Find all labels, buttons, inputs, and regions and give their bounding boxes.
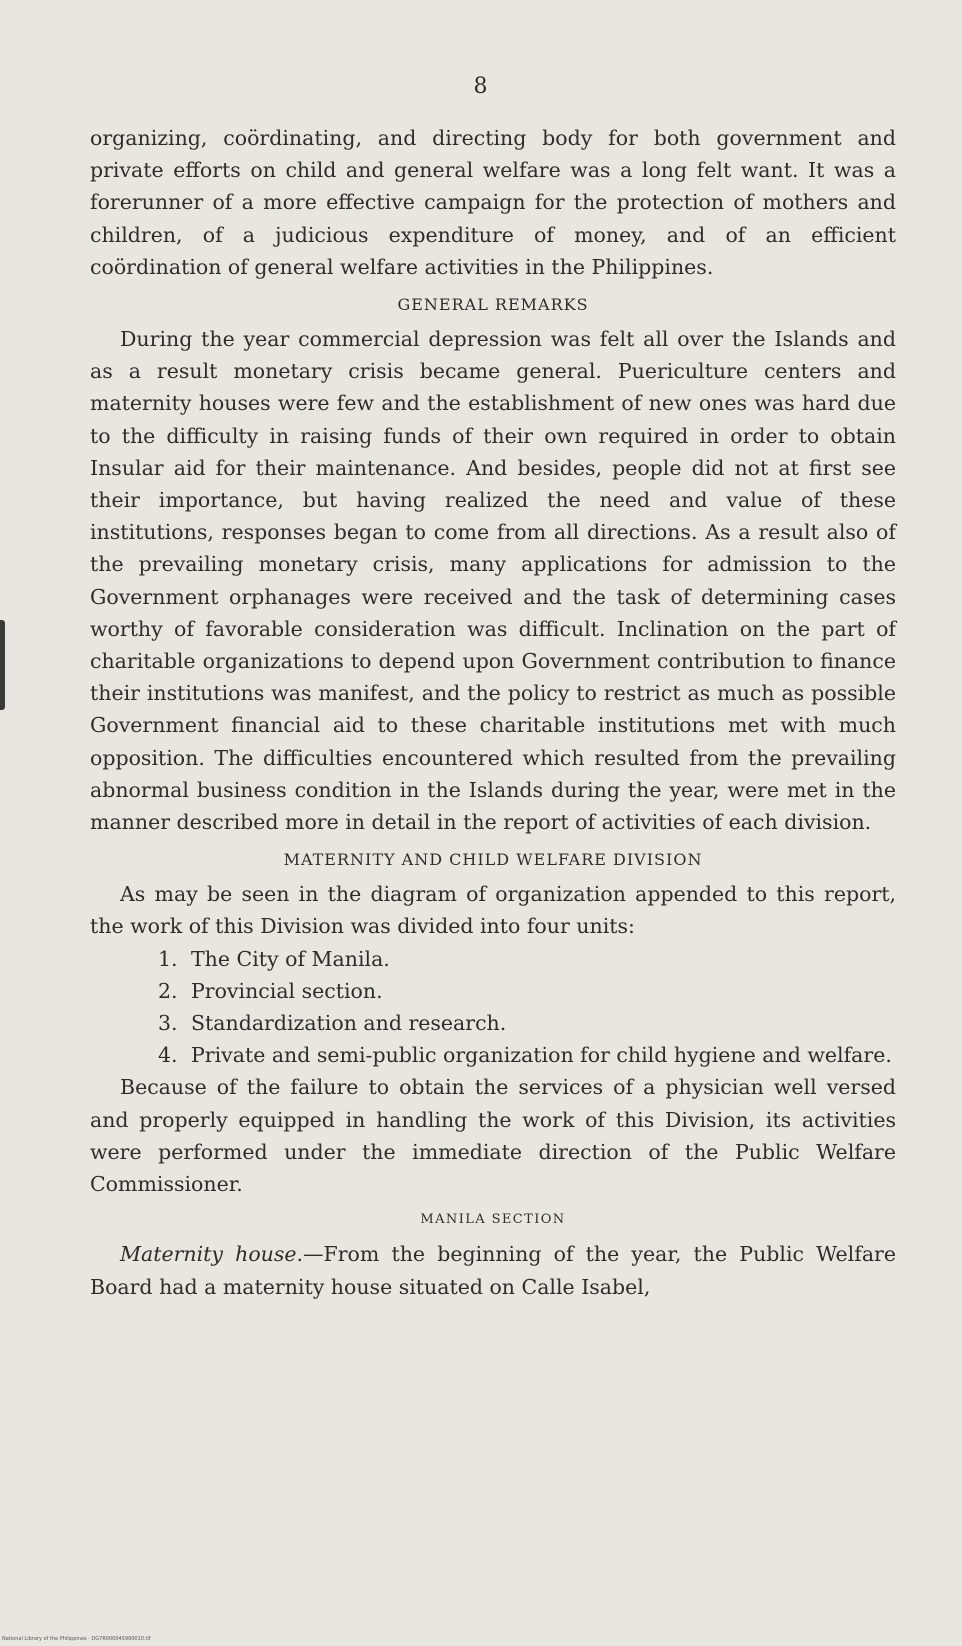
scan-edge-mark: [0, 620, 5, 710]
scan-footer: National Library of the Philippines · DG7R000045990010.tif: [2, 1636, 151, 1642]
list-item-number: 2.: [158, 978, 178, 1003]
heading-maternity-division: MATERNITY AND CHILD WELFARE DIVISION: [283, 850, 703, 870]
maternity-house-runin: Maternity house.: [120, 1242, 304, 1267]
units-list: [90, 943, 896, 1072]
paragraph-general-remarks: During the year commercial depression was felt all over the Islands and as a result monetary crisis became general. Puericulture centers and maternity houses were few and the establishment of new ones was hard due to the difficulty in raising funds of their own required in order to obtain Insular aid for their maintenance. And besides, people did not at first see their importance, but having realized the need and value of these institutions, responses began to come from all directions. As a result also of the prevailing monetary crisis, many applications for admission to the Government orphanages were received and the task of determining cases worthy of favorable consideration was difficult. Inclination on the part of charitable organizations to depend upon Government contribution to finance their institutions was manifest, and the policy to restrict as much as possible Government financial aid to these charitable institutions met with much opposition. The difficulties encountered which resulted from the prevailing abnormal business condition in the Islands during the year, were met in the manner described more in detail in the report of activities of each division.: [90, 327, 896, 835]
list-item-number: 4.: [158, 1043, 178, 1068]
list-item: [158, 943, 896, 975]
heading-manila-section: MANILA SECTION: [420, 1212, 566, 1228]
paragraph-failure: Because of the failure to obtain the services of a physician well versed and properly equipped in handling the work of this Division, its activities were performed under the immediate direction of the Public Welfare Commissioner.: [90, 1075, 896, 1197]
list-item: [158, 1039, 896, 1071]
list-item-number: 3.: [158, 1011, 178, 1036]
list-item: [158, 975, 896, 1007]
paragraph-intro: organizing, coördinating, and directing body for both government and private efforts on child and general welfare was a long felt want. It was a forerunner of a more effective campaign for the protection of mothers and children, of a judicious expenditure of money, and of an efficient coördination of general welfare activities in the Philippines.: [90, 126, 896, 279]
maternity-house-text: —From the beginning of the year, the Public Welfare Board had a maternity house situated on Calle Isabel,: [90, 1242, 896, 1299]
heading-general-remarks: GENERAL REMARKS: [397, 295, 589, 315]
paragraph-division-units: As may be seen in the diagram of organization appended to this report, the work of this Division was divided into four units:: [90, 882, 896, 939]
list-item-number: 1.: [158, 946, 178, 971]
list-item-text: Standardization and research.: [191, 1011, 507, 1036]
list-item-text: The City of Manila.: [191, 946, 390, 971]
paragraph-maternity-house: [90, 1238, 896, 1302]
list-item-text: Provincial section.: [191, 978, 383, 1003]
list-item: [158, 1007, 896, 1039]
list-item-text: Private and semi-public organization for child hygiene and welfare.: [191, 1043, 892, 1068]
page-body: [90, 122, 896, 1303]
page-number: 8: [473, 74, 489, 99]
